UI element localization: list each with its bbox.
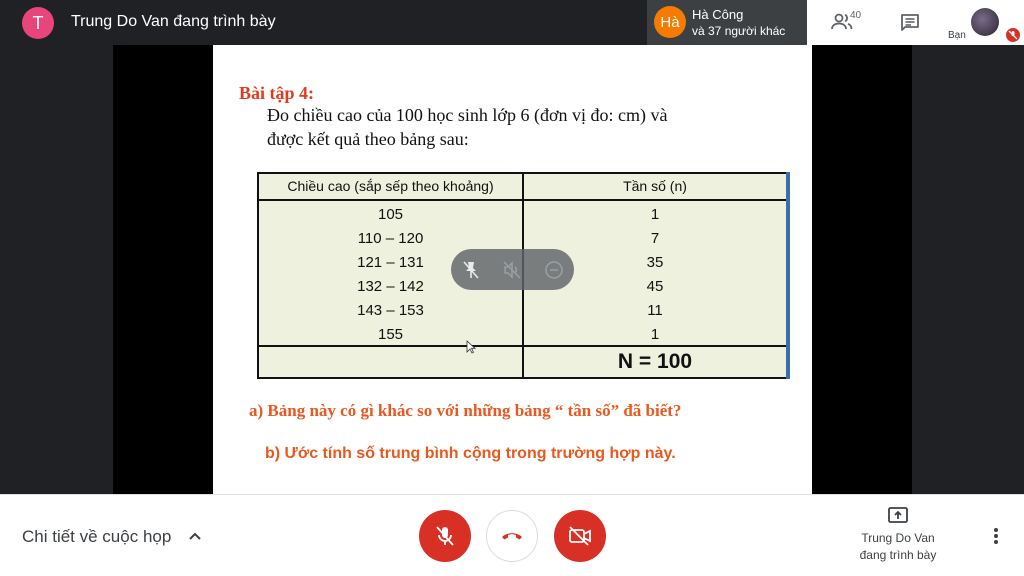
- presenter-title: Trung Do Van đang trình bày: [71, 13, 276, 30]
- exercise-line-1: Đo chiều cao của 100 học sinh lớp 6 (đơn vị đo: cm) và: [267, 105, 668, 125]
- presenting-label-line-1: Trung Do Van: [861, 531, 935, 545]
- remove-icon: [543, 259, 565, 281]
- self-avatar[interactable]: [971, 8, 999, 36]
- self-label: Bạn: [948, 30, 966, 41]
- presentation-tile-controls: [451, 249, 574, 290]
- mic-off-icon: [1006, 28, 1020, 42]
- presenter-avatar: T: [22, 7, 54, 39]
- table-cell-frequency: 1: [650, 326, 660, 343]
- table-cell-frequency: 45: [646, 278, 664, 295]
- mute-tile-button[interactable]: [501, 259, 523, 281]
- leave-call-button[interactable]: [486, 510, 538, 562]
- table-header-height: Chiều cao (sắp sếp theo khoảng): [287, 178, 494, 194]
- table-cell-height: 110 – 120: [357, 230, 424, 247]
- mic-off-icon: [433, 524, 457, 548]
- table-cell-height: 143 – 153: [357, 302, 424, 319]
- table-cell-frequency: 1: [650, 206, 660, 223]
- table-cell-height: 132 – 142: [357, 278, 424, 295]
- remove-tile-button[interactable]: [543, 259, 565, 281]
- table-header-frequency: Tần số (n): [623, 178, 687, 194]
- hang-up-icon: [499, 523, 525, 549]
- unpin-button[interactable]: [460, 259, 482, 281]
- presenting-indicator[interactable]: [887, 506, 909, 526]
- slide-letterbox-left: [113, 45, 213, 494]
- table-cell-frequency: 11: [647, 302, 663, 319]
- table-header-divider: [259, 199, 786, 201]
- table-cell-frequency: 35: [646, 254, 664, 271]
- chat-button[interactable]: [898, 11, 922, 35]
- people-count: 40: [850, 10, 862, 21]
- question-b: b) Ước tính số trung bình cộng trong trường hợp này.: [265, 445, 676, 462]
- camera-toggle-button[interactable]: [554, 510, 606, 562]
- mute-icon: [501, 259, 523, 281]
- speaker-others: và 37 người khác: [692, 24, 786, 38]
- table-edge-accent: [786, 172, 790, 379]
- table-cell-height: 105: [377, 206, 404, 223]
- table-total: N = 100: [617, 350, 693, 373]
- self-mic-off-badge: [1006, 28, 1020, 42]
- table-cell-height: 155: [377, 326, 404, 343]
- chevron-up-icon: [186, 527, 204, 545]
- present-icon: [887, 506, 909, 526]
- question-a: a) Bảng này có gì khác so với những bảng “ tần số” đã biết?: [249, 401, 682, 420]
- slide-letterbox-right: [812, 45, 912, 494]
- more-vert-icon: [986, 525, 1006, 547]
- pin-off-icon: [460, 259, 482, 281]
- camera-off-icon: [567, 523, 593, 549]
- speaker-name: Hà Công: [692, 7, 744, 22]
- meeting-details-button[interactable]: Chi tiết về cuộc họp: [22, 527, 172, 546]
- mouse-cursor-icon: [466, 340, 476, 354]
- exercise-line-2: được kết quả theo bảng sau:: [267, 129, 469, 149]
- speaker-avatar: Hà: [654, 6, 686, 38]
- exercise-title: Bài tập 4:: [239, 83, 315, 103]
- microphone-toggle-button[interactable]: [419, 510, 471, 562]
- meeting-details-toggle[interactable]: [186, 527, 204, 545]
- table-total-divider: [259, 345, 786, 347]
- more-options-button[interactable]: [986, 525, 1006, 547]
- presenting-label-line-2: đang trình bày: [859, 548, 937, 562]
- chat-icon: [898, 11, 922, 35]
- table-cell-height: 121 – 131: [357, 254, 424, 271]
- table-cell-frequency: 7: [650, 230, 660, 247]
